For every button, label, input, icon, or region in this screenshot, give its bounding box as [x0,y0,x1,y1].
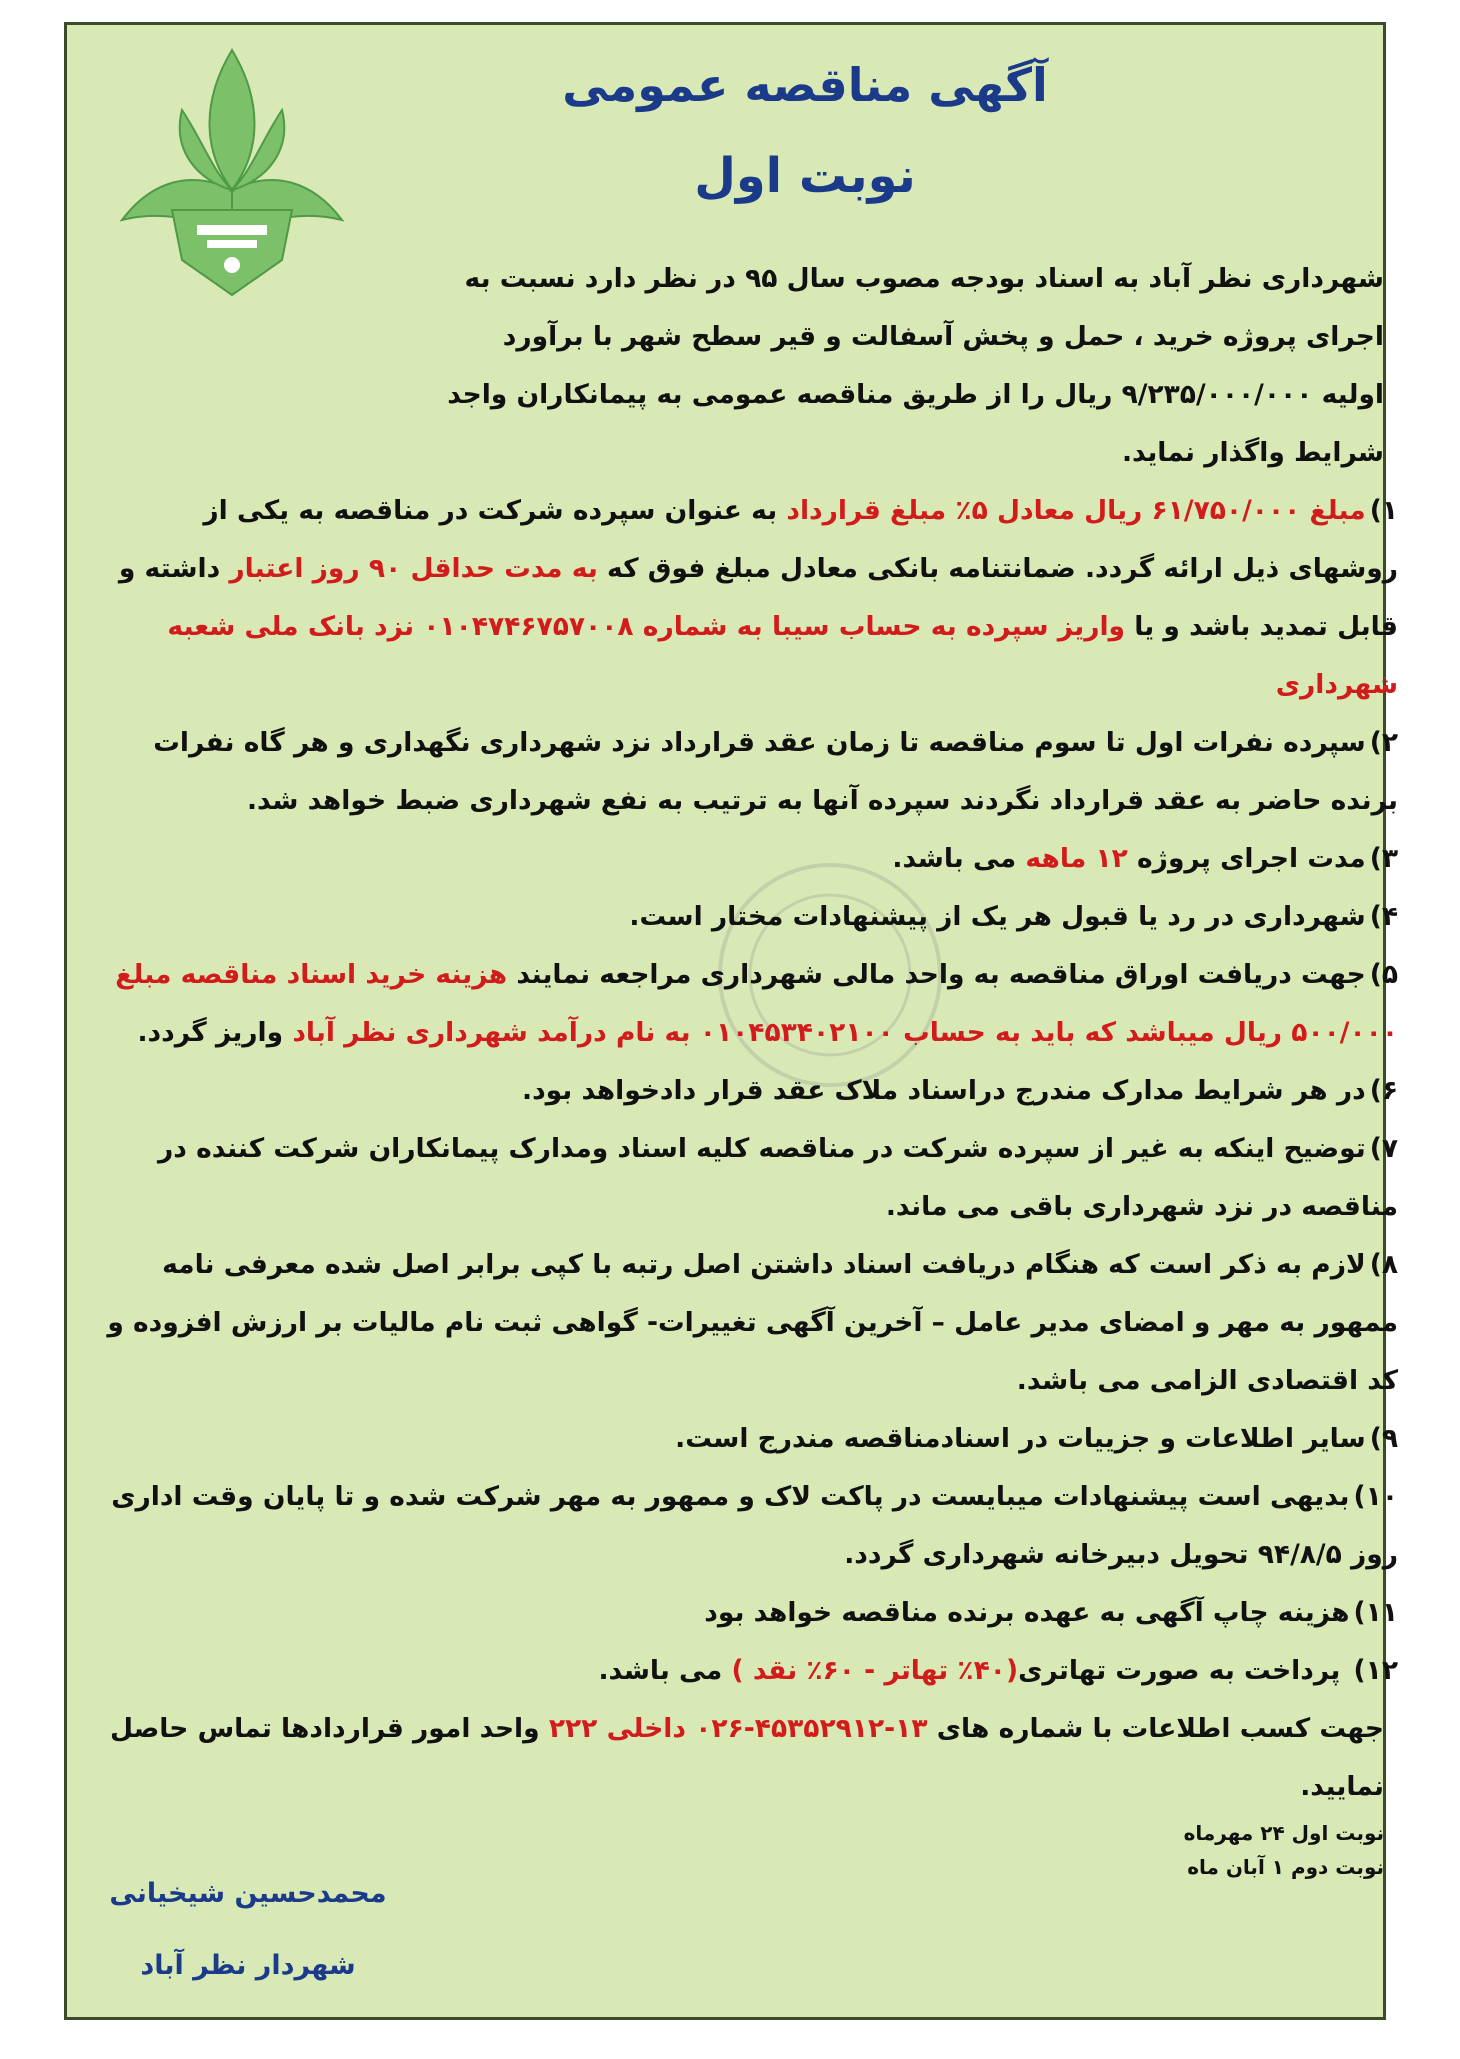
condition-text: می باشد. [892,843,1026,874]
condition-text: داشته و قابل تمدید باشد و یا [118,553,1398,642]
condition-item [96,1468,1398,1584]
notice-body [96,250,1398,1884]
condition-text: به عنوان سپرده شرکت در مناقصه به یکی از روشهای ذیل ارائه گردد. ضمانتنامه بانکی معادل مبلغ فوق که [203,495,1398,584]
phone-number: ۱۳-۴۵۳۵۲۹۱۲-۰۲۶ داخلی ۲۲۲ [548,1713,928,1744]
condition-text: هزینه چاپ آگهی به عهده برنده مناقصه خواهد بود [704,1597,1350,1628]
condition-text: مدت اجرای پروژه [1127,843,1366,874]
highlighted-text: هزینه خرید اسناد مناقصه مبلغ ۵۰۰/۰۰۰ ریال میباشد که باید به حساب ۰۱۰۴۵۳۴۰۲۱۰۰ به نام درآمد شهرداری نظر آباد [115,959,1398,1048]
contact-text: جهت کسب اطلاعات با شماره های [927,1713,1384,1744]
condition-number: ۳) [1369,843,1398,874]
condition-item [96,1236,1398,1410]
condition-item [96,482,1398,714]
highlighted-text: مبلغ ۶۱/۷۵۰/۰۰۰ ریال معادل ۵٪ مبلغ قرارداد [786,495,1366,526]
condition-item [96,1120,1398,1236]
condition-item [96,888,1398,946]
notice-subtitle: نوبت اول [694,148,916,204]
condition-text: سایر اطلاعات و جزییات در اسنادمناقصه مندرج است. [675,1423,1366,1454]
condition-number: ۴) [1369,901,1398,932]
condition-number: ۱۱) [1353,1597,1398,1628]
condition-text: بدیهی است پیشنهادات میبایست در پاکت لاک و ممهور به مهر شرکت شده و تا پایان وقت اداری روز ۹۴/۸/۵ تحویل دبیرخانه شهرداری گردد. [111,1481,1398,1570]
condition-number: ۶) [1369,1075,1398,1106]
condition-item [96,714,1398,830]
condition-text: می باشد. [598,1655,732,1686]
condition-text: شهرداری در رد یا قبول هر یک از پیشنهادات مختار است. [629,901,1366,932]
condition-text: لازم به ذکر است که هنگام دریافت اسناد داشتن اصل رتبه با کپی برابر اصل شده معرفی نامه ممهور به مهر و امضای مدیر عامل – آخرین آگهی تغییرات- گواهی ثبت نام مالیات بر ارزش افزوده و کد اقتصادی الزامی می باشد. [107,1249,1398,1396]
first-publication-date: نوبت اول ۲۴ مهرماه [1183,1821,1384,1845]
contact-line [96,1700,1398,1816]
condition-number: ۸) [1369,1249,1398,1280]
conditions-list [96,482,1398,1700]
condition-text: جهت دریافت اوراق مناقصه به واحد مالی شهرداری مراجعه نمایند [507,959,1366,990]
notice-title: آگهی مناقصه عمومی [562,58,1048,112]
condition-item [96,1062,1398,1120]
signatory-role: شهردار نظر آباد [140,1950,356,1981]
condition-number: ۲) [1369,727,1398,758]
condition-text: پرداخت به صورت تهاتری [1018,1655,1350,1686]
contact-text: واحد امور قراردادها تماس حاصل نمایید. [110,1713,1384,1802]
condition-number: ۱) [1369,495,1398,526]
condition-item [96,1642,1398,1700]
condition-number: ۱۲) [1353,1655,1398,1686]
condition-text: توضیح اینکه به غیر از سپرده شرکت در مناقصه کلیه اسناد ومدارک پیمانکاران شرکت کننده در مناقصه در نزد شهرداری باقی می ماند. [158,1133,1398,1222]
condition-number: ۷) [1369,1133,1398,1164]
highlighted-text: به مدت حداقل ۹۰ روز اعتبار [229,553,598,584]
signatory-name: محمدحسین شیخیانی [109,1878,387,1909]
condition-item [96,1410,1398,1468]
condition-number: ۹) [1369,1423,1398,1454]
condition-number: ۵) [1369,959,1398,990]
highlighted-text: واریز سپرده به حساب سیبا به شماره ۰۱۰۴۷۴۶۷۵۷۰۰۸ نزد بانک ملی شعبه شهرداری [167,611,1398,700]
condition-item [96,830,1398,888]
condition-item [96,1584,1398,1642]
condition-text: واریز گردد. [137,1017,293,1048]
second-publication-date: نوبت دوم ۱ آبان ماه [1187,1855,1384,1879]
highlighted-text: (۴۰٪ تهاتر - ۶۰٪ نقد ) [731,1655,1019,1686]
intro-paragraph: شهرداری نظر آباد به اسناد بودجه مصوب سال ۹۵ در نظر دارد نسبت به اجرای پروژه خرید ، حمل و پخش آسفالت و قیر سطح شهر با برآورد اولیه ۹/۲۳۵/۰۰۰/۰۰۰ ریال را از طریق مناقصه عمومی به پیمانکاران واجد شرایط واگذار نماید. [447,263,1384,468]
highlighted-text: ۱۲ ماهه [1025,843,1128,874]
condition-item [96,946,1398,1062]
condition-text: در هر شرایط مدارک مندرج دراسناد ملاک عقد قرار دادخواهد بود. [522,1075,1366,1106]
condition-text: سپرده نفرات اول تا سوم مناقصه تا زمان عقد قرارداد نزد شهرداری نگهداری و هر گاه نفرات برنده حاضر به عقد قرارداد نگردند سپرده آنها به ترتیب به نفع شهرداری ضبط خواهد شد. [153,727,1398,816]
condition-number: ۱۰) [1353,1481,1398,1512]
